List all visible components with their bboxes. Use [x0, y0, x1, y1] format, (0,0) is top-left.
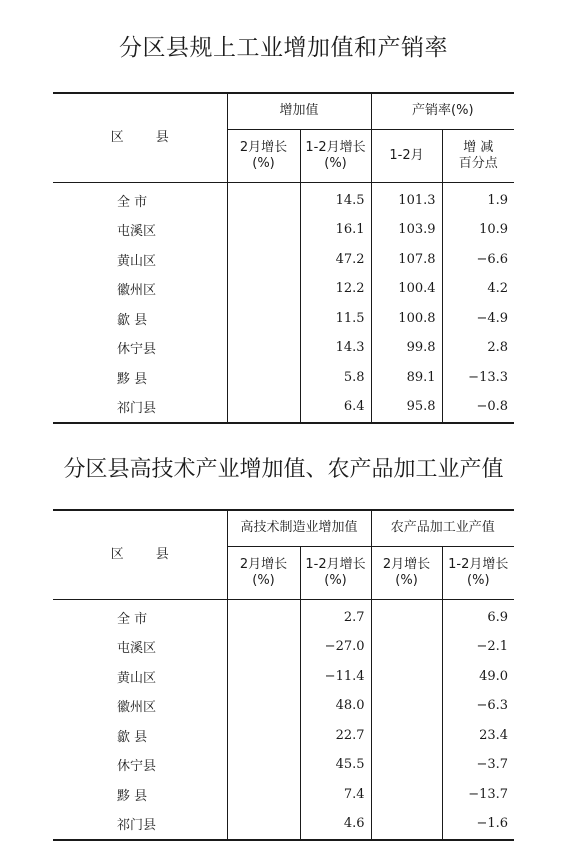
value-cell: 2.7: [300, 599, 371, 632]
value-cell: [227, 662, 300, 692]
sub-header-line: 2月增长: [239, 139, 288, 155]
value-cell: 45.5: [300, 750, 371, 780]
value-cell: 14.3: [300, 333, 371, 363]
value-cell: −3.7: [442, 750, 514, 780]
value-cell: [227, 363, 300, 393]
table-row: [53, 304, 514, 334]
value-cell: [227, 274, 300, 304]
region-name: 全 市: [117, 611, 148, 627]
region-name: 黄山区: [117, 253, 157, 269]
table-row: [53, 215, 514, 245]
value-cell: −4.9: [442, 304, 514, 334]
value-cell: 49.0: [442, 662, 514, 692]
value-cell: [227, 809, 300, 840]
group-header-high-tech: 高技术制造业增加值: [227, 510, 371, 546]
value-cell: 100.4: [371, 274, 442, 304]
table2: [53, 509, 514, 841]
region-name: 黄山区: [117, 670, 157, 686]
value-cell: 10.9: [442, 215, 514, 245]
sub-header: [227, 546, 300, 599]
region-header: 区 县: [53, 510, 227, 599]
region-name: 歙 县: [117, 729, 148, 745]
value-cell: [371, 721, 442, 751]
table-row: [53, 750, 514, 780]
region-name: 休宁县: [117, 342, 157, 358]
sub-header: [300, 129, 371, 182]
value-cell: −27.0: [300, 632, 371, 662]
sub-header: [300, 546, 371, 599]
value-cell: 22.7: [300, 721, 371, 751]
sub-header-line: 1-2月增长: [448, 556, 509, 572]
value-cell: 107.8: [371, 245, 442, 275]
region-name: 全 市: [117, 194, 148, 210]
sub-header: [442, 546, 514, 599]
value-cell: 47.2: [300, 245, 371, 275]
table-row: [53, 333, 514, 363]
value-cell: 1.9: [442, 182, 514, 215]
sub-header-line: (%): [395, 572, 418, 588]
sub-header: [371, 546, 442, 599]
value-cell: 101.3: [371, 182, 442, 215]
value-cell: 103.9: [371, 215, 442, 245]
table2-title: 分区县高技术产业增加值、农产品加工业产值: [63, 457, 504, 482]
value-cell: [227, 333, 300, 363]
value-cell: [227, 632, 300, 662]
sub-header-line: (%): [324, 572, 347, 588]
value-cell: −13.7: [442, 780, 514, 810]
value-cell: [371, 599, 442, 632]
sub-header: [227, 129, 300, 182]
value-cell: 100.8: [371, 304, 442, 334]
value-cell: 12.2: [300, 274, 371, 304]
table-row: [53, 245, 514, 275]
value-cell: −1.6: [442, 809, 514, 840]
table-row: [53, 599, 514, 632]
sub-header-line: 1-2月: [389, 147, 424, 163]
value-cell: [227, 304, 300, 334]
table-row: [53, 809, 514, 840]
value-cell: [371, 662, 442, 692]
value-cell: [227, 245, 300, 275]
value-cell: [227, 721, 300, 751]
table-row: [53, 392, 514, 423]
value-cell: [371, 780, 442, 810]
table1-title: 分区县规上工业增加值和产销率: [119, 35, 448, 61]
value-cell: 6.4: [300, 392, 371, 423]
sub-header-line: 1-2月增长: [305, 139, 366, 155]
sub-header: [442, 129, 514, 182]
region-name: 祁门县: [53, 809, 227, 840]
value-cell: 23.4: [442, 721, 514, 751]
table1: [53, 92, 514, 424]
value-cell: [227, 599, 300, 632]
sub-header-line: 2月增长: [382, 556, 431, 572]
value-cell: 7.4: [300, 780, 371, 810]
sub-header-line: 增 减: [463, 139, 494, 155]
region-name: 徽州区: [117, 700, 157, 716]
sub-header-line: (%): [324, 155, 347, 171]
table-row: [53, 182, 514, 215]
region-name: 歙 县: [117, 312, 148, 328]
value-cell: [227, 215, 300, 245]
region-name: 屯溪区: [117, 641, 157, 657]
sub-header-line: (%): [252, 572, 275, 588]
value-cell: [371, 809, 442, 840]
value-cell: −6.6: [442, 245, 514, 275]
value-cell: 95.8: [371, 392, 442, 423]
value-cell: 5.8: [300, 363, 371, 393]
sub-header-line: (%): [467, 572, 490, 588]
sub-header-line: 1-2月增长: [305, 556, 366, 572]
value-cell: [371, 632, 442, 662]
table-row: [53, 780, 514, 810]
value-cell: 4.2: [442, 274, 514, 304]
value-cell: −2.1: [442, 632, 514, 662]
table-row: [53, 363, 514, 393]
value-cell: [227, 780, 300, 810]
table-row: [53, 632, 514, 662]
value-cell: 4.6: [300, 809, 371, 840]
sub-header-line: (%): [252, 155, 275, 171]
group-header-agri-processing: 农产品加工业产值: [371, 510, 514, 546]
table-row: [53, 662, 514, 692]
value-cell: 14.5: [300, 182, 371, 215]
region-name: 祁门县: [53, 392, 227, 423]
value-cell: [371, 750, 442, 780]
region-name: 休宁县: [117, 759, 157, 775]
sub-header: [371, 129, 442, 182]
region-name: 屯溪区: [117, 224, 157, 240]
value-cell: [227, 182, 300, 215]
value-cell: 99.8: [371, 333, 442, 363]
table-row: [53, 274, 514, 304]
region-name: 徽州区: [117, 283, 157, 299]
value-cell: −6.3: [442, 691, 514, 721]
group-header-value-added: 增加值: [227, 93, 371, 129]
sub-header-line: 百分点: [458, 155, 498, 171]
value-cell: [227, 691, 300, 721]
value-cell: 89.1: [371, 363, 442, 393]
value-cell: [227, 750, 300, 780]
value-cell: −11.4: [300, 662, 371, 692]
region-header: 区 县: [53, 93, 227, 182]
value-cell: 2.8: [442, 333, 514, 363]
value-cell: −13.3: [442, 363, 514, 393]
value-cell: [371, 691, 442, 721]
value-cell: 48.0: [300, 691, 371, 721]
table-row: [53, 691, 514, 721]
value-cell: 6.9: [442, 599, 514, 632]
sub-header-line: 2月增长: [239, 556, 288, 572]
region-name: 黟 县: [117, 371, 148, 387]
value-cell: 11.5: [300, 304, 371, 334]
value-cell: 16.1: [300, 215, 371, 245]
region-name: 黟 县: [117, 788, 148, 804]
value-cell: −0.8: [442, 392, 514, 423]
value-cell: [227, 392, 300, 423]
group-header-sales-rate: 产销率(%): [371, 93, 514, 129]
table-row: [53, 721, 514, 751]
